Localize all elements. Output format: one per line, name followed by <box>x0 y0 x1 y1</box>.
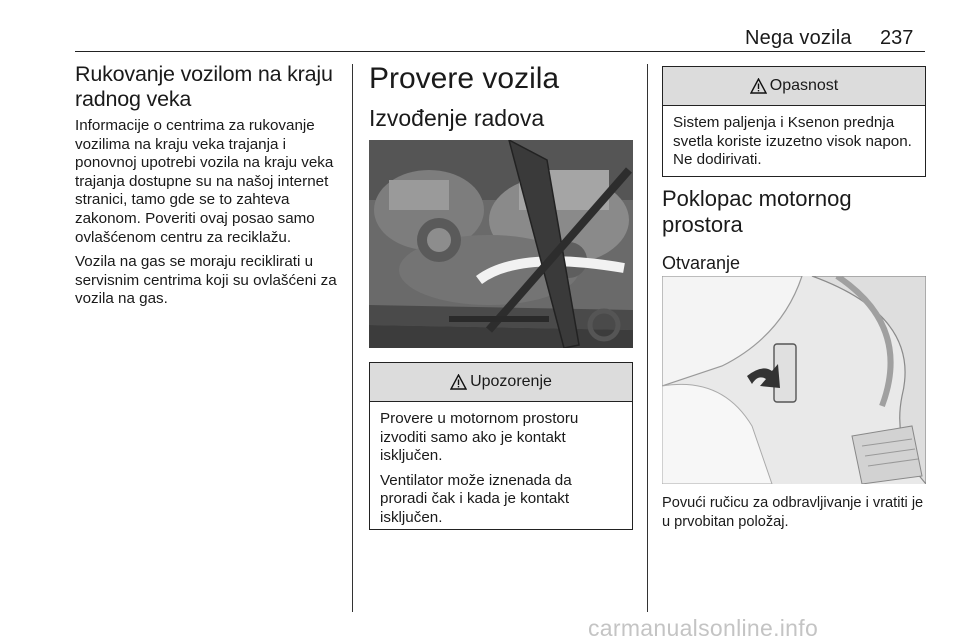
warning-triangle-icon <box>450 374 467 390</box>
hood-section <box>662 186 926 274</box>
hood-release-illustration <box>662 276 926 484</box>
warning-header <box>370 363 632 402</box>
column-vehicle-checks <box>369 62 633 132</box>
chapter-heading: Provere vozila <box>369 62 560 95</box>
header-rule <box>75 51 925 52</box>
hood-heading: Poklopac motornog prostora <box>662 186 852 237</box>
danger-header <box>663 67 925 106</box>
subsection-heading: Izvođenje radova <box>369 105 545 131</box>
warning-text-fan: Ventilator može iznenada da proradi čak i kada je kontakt isključen. <box>380 471 572 526</box>
column-end-of-life <box>75 62 347 309</box>
section-heading-end-of-life: Rukovanje vozilom na kraju radnog veka <box>75 62 333 111</box>
warning-text-ignition: Provere u motornom prostoru izvoditi samo ako je kontakt isključen. <box>380 410 579 465</box>
warning-box <box>369 362 633 530</box>
danger-text: Sistem paljenja i Ksenon prednja svetla koriste izuzetno visok napon. Ne dodirivati. <box>673 114 912 169</box>
column-divider <box>352 64 353 612</box>
page-number: 237 <box>880 27 914 49</box>
danger-box <box>662 66 926 177</box>
paragraph-gas-vehicles: Vozila na gas se moraju reciklirati u servisnim centrima koji su ovlašćeni za vozila na gas. <box>75 253 337 308</box>
danger-title: Opasnost <box>769 77 839 94</box>
hood-release-caption: Povući ručicu za odbravljivanje i vratiti je u prvobitan položaj. <box>662 495 924 530</box>
warning-title: Upozorenje <box>470 373 552 390</box>
engine-bay-illustration <box>369 140 633 348</box>
watermark: carmanualsonline.info <box>588 615 819 641</box>
opening-subheading: Otvaranje <box>662 253 741 273</box>
column-divider <box>647 64 648 612</box>
running-header-title: Nega vozila <box>745 27 852 49</box>
caption-block <box>662 494 932 531</box>
paragraph-end-of-life: Informacije o centrima za rukovanje vozilima na kraju veka trajanja i ponovnoj upotrebi vozila na kraju veka trajanja dostupne su na našoj internet stranici, tamo gde se to zahteva zakonom. Poveriti ovaj posao samo ovlašćenom centru za reciklažu. <box>75 117 334 246</box>
danger-triangle-icon <box>750 78 767 94</box>
